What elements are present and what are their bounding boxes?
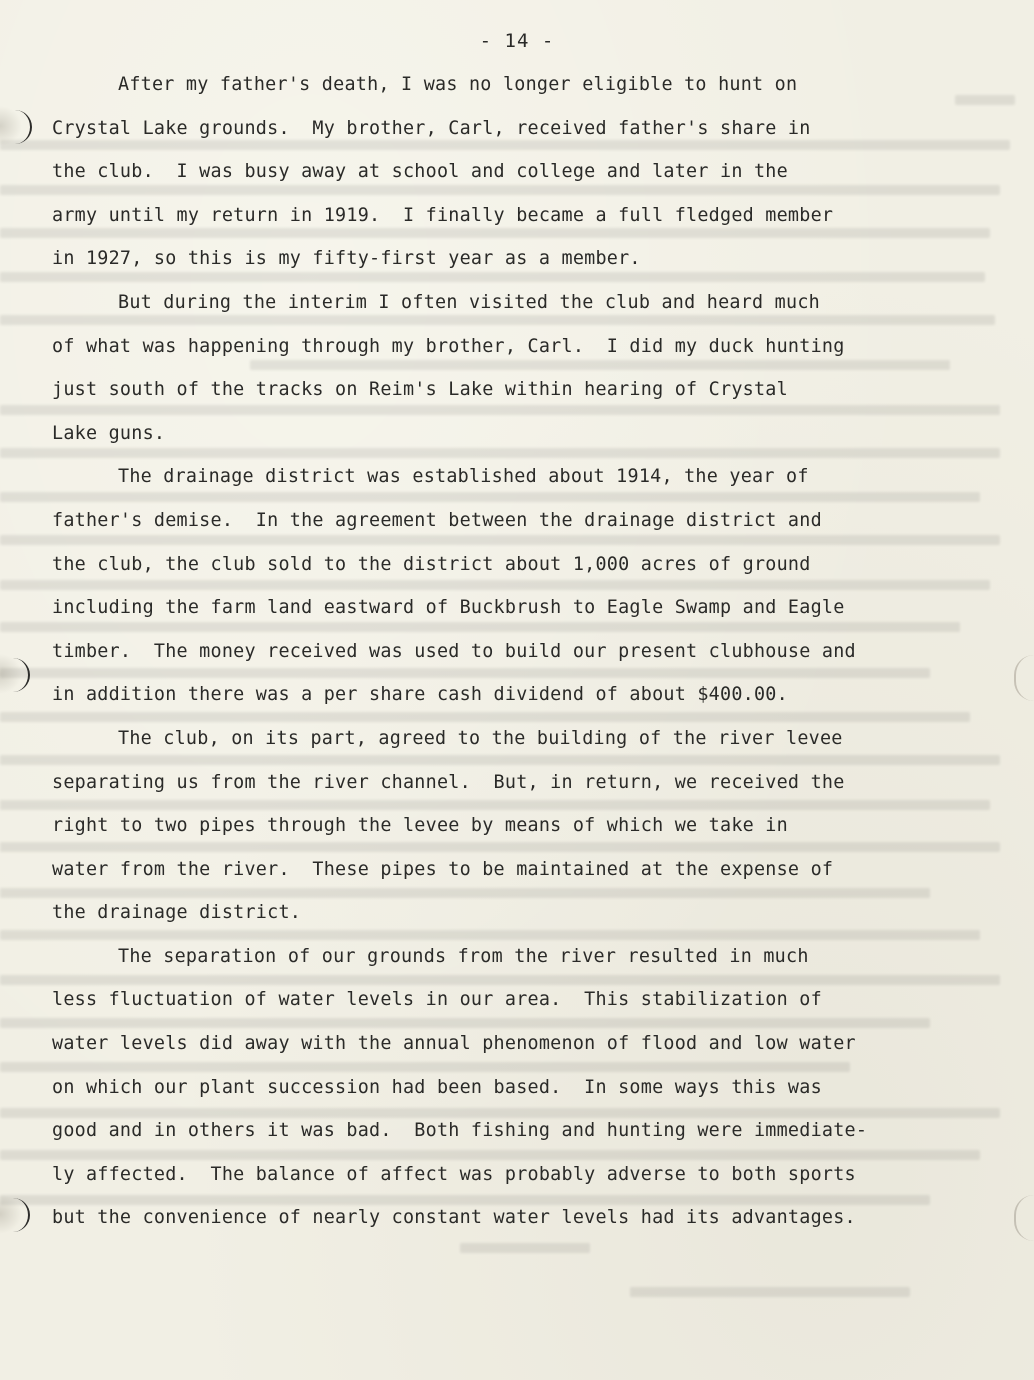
text-line: water from the river. These pipes to be maintained at the expense of — [52, 858, 834, 880]
text-line: the club. I was busy away at school and college and later in the — [52, 161, 788, 183]
binder-hole-mark — [8, 1198, 30, 1232]
text-line: the drainage district. — [52, 902, 302, 924]
text-line: just south of the tracks on Reim's Lake within hearing of Crystal — [52, 379, 788, 401]
text-line: army until my return in 1919. I finally became a full fledged member — [52, 204, 834, 226]
text-line: of what was happening through my brother, Carl. I did my duck hunting — [52, 335, 845, 357]
text-line: The separation of our grounds from the river resulted in much — [118, 945, 809, 967]
text-line: After my father's death, I was no longer eligible to hunt on — [118, 74, 798, 95]
text-line: less fluctuation of water levels in our area. This stabilization of — [52, 989, 822, 1011]
text-line: The club, on its part, agreed to the building of the river levee — [118, 727, 843, 749]
right-edge-mark — [1014, 1195, 1034, 1241]
binder-hole-mark — [8, 658, 30, 692]
text-line: in 1927, so this is my fifty-first year as a member. — [52, 248, 641, 270]
text-line: water levels did away with the annual phenomenon of flood and low water — [52, 1033, 856, 1055]
text-line: separating us from the river channel. But, in return, we received the — [52, 771, 845, 793]
text-line: but the convenience of nearly constant water levels had its advantages. — [52, 1207, 856, 1229]
text-line: timber. The money received was used to build our present clubhouse and — [52, 640, 856, 662]
text-line: But during the interim I often visited the club and heard much — [118, 291, 820, 313]
text-line: good and in others it was bad. Both fishing and hunting were immediate- — [52, 1120, 868, 1142]
text-line: father's demise. In the agreement between the drainage district and — [52, 509, 822, 531]
text-line: Lake guns. — [52, 422, 166, 444]
text-line: Crystal Lake grounds. My brother, Carl, received father's share in — [52, 117, 811, 139]
text-line: ly affected. The balance of affect was probably adverse to both sports — [52, 1163, 856, 1185]
text-line: right to two pipes through the levee by means of which we take in — [52, 815, 788, 837]
text-line: in addition there was a per share cash dividend of about $400.00. — [52, 684, 788, 706]
right-edge-mark — [1014, 655, 1034, 701]
text-line: The drainage district was established about 1914, the year of — [118, 466, 809, 488]
text-line: including the farm land eastward of Buckbrush to Eagle Swamp and Eagle — [52, 597, 845, 619]
binder-hole-mark — [10, 110, 32, 144]
body-text — [52, 63, 1002, 1240]
page-number: - 14 - — [479, 30, 555, 52]
text-line: on which our plant succession had been based. In some ways this was — [52, 1076, 822, 1098]
text-line: the club, the club sold to the district about 1,000 acres of ground — [52, 553, 811, 575]
